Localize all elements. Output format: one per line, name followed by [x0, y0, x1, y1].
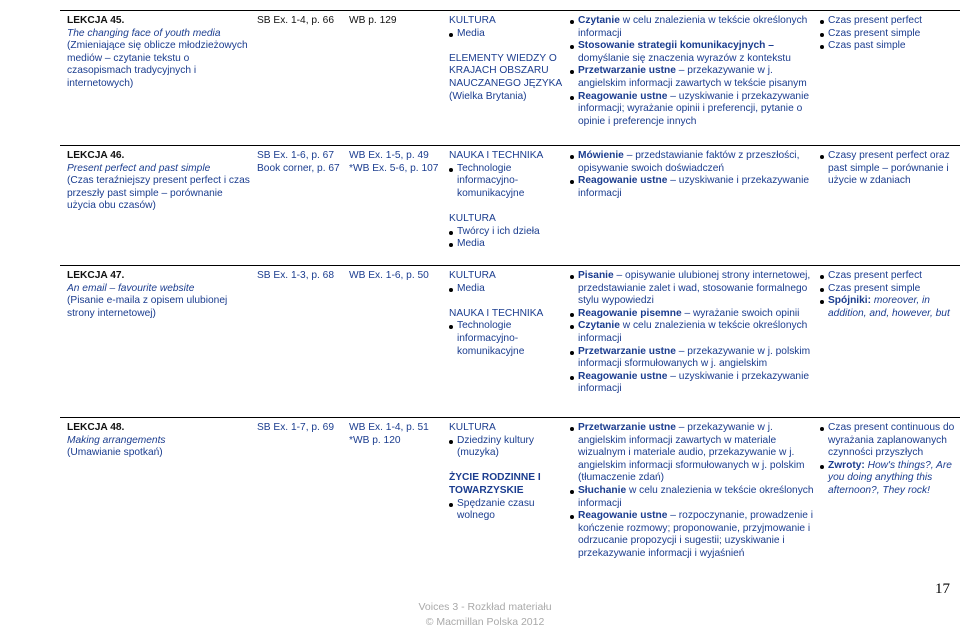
- lesson-topic-pl: (Zmieniające się oblicze młodzieżowych mediów – czytanie tekstu o czasopismach tradycyjnych i internetowych): [67, 40, 248, 89]
- grammar-item: Czas present simple: [820, 28, 960, 41]
- grammar-item: Czas past simple: [820, 40, 960, 53]
- theme-item: Spędzanie czasu wolnego: [449, 498, 567, 523]
- skill-item: Mówienie – przedstawianie faktów z przeszłości, opisywanie swoich doświadczeń: [570, 150, 815, 175]
- lesson-topic-cell: [67, 15, 252, 91]
- lesson-topic-pl: (Pisanie e-maila z opisem ulubionej strony internetowej): [67, 295, 228, 319]
- theme-heading: KRAJACH OBSZARU: [449, 65, 549, 77]
- skill-item: Reagowanie ustne – rozpoczynanie, prowadzenie i kończenie rozmowy; proponowanie, przyjmowanie i odrzucanie propozycji i sugestii; uzyskiwanie i przekazywanie informacji i wyjaśnień: [570, 510, 815, 560]
- skills-cell: [570, 150, 815, 200]
- theme-heading: NAUKA I TECHNIKA: [449, 150, 544, 161]
- sb-reference: [257, 15, 347, 28]
- page-footer: [395, 600, 575, 630]
- footer-copyright: © Macmillan Polska 2012: [425, 616, 545, 628]
- theme-item: Media: [449, 238, 567, 251]
- wb-reference: [349, 150, 444, 175]
- sb-reference: [257, 150, 347, 175]
- lesson-title: LEKCJA 48.: [67, 422, 125, 433]
- skills-cell: [570, 15, 815, 128]
- theme-item: Media: [449, 283, 567, 296]
- skill-item: Słuchanie w celu znalezienia w tekście określonych informacji: [570, 485, 815, 510]
- theme-heading: TOWARZYSKIE: [449, 484, 524, 496]
- themes-cell: [449, 422, 567, 523]
- skill-item: Reagowanie ustne – uzyskiwanie i przekazywanie informacji; wyrażanie opinii i preferencji, pytanie o opinie i preferencje innych: [570, 91, 815, 129]
- theme-list: [449, 320, 567, 358]
- skills-list: [570, 270, 815, 396]
- grammar-cell: [820, 150, 960, 188]
- lesson-row-48: [60, 417, 960, 577]
- skill-item: Reagowanie ustne – uzyskiwanie i przekazywanie informacji: [570, 371, 815, 396]
- theme-heading: KULTURA: [449, 270, 496, 281]
- lesson-topic-cell: [67, 270, 252, 320]
- grammar-cell: [820, 270, 960, 320]
- sb-reference: [257, 270, 347, 283]
- lesson-topic-cell: [67, 422, 252, 460]
- wb-text: WB Ex. 1-6, p. 50: [349, 270, 429, 281]
- theme-heading: (Wielka Brytania): [449, 90, 527, 102]
- grammar-item: Czas present simple: [820, 283, 960, 296]
- skill-item: Reagowanie pisemne – wyrażanie swoich opinii: [570, 308, 815, 321]
- lesson-topic-en: The changing face of youth media: [67, 27, 221, 39]
- theme-heading: NAUCZANEGO JĘZYKA: [449, 77, 563, 89]
- theme-heading: ŻYCIE RODZINNE I: [449, 472, 541, 484]
- grammar-item: Czas present perfect: [820, 15, 960, 28]
- grammar-item: Czas present continuous do wyrażania zaplanowanych czynności przyszłych: [820, 422, 960, 460]
- wb-text: WB p. 129: [349, 15, 397, 26]
- sb-text: SB Ex. 1-4, p. 66: [257, 15, 335, 26]
- theme-heading: ELEMENTY WIEDZY O: [449, 52, 557, 64]
- grammar-item: Czasy present perfect oraz past simple – porównanie i użycie w zdaniach: [820, 150, 960, 188]
- theme-list: [449, 28, 567, 41]
- lesson-row-46: [60, 145, 960, 265]
- theme-list: [449, 163, 567, 201]
- skills-list: [570, 15, 815, 128]
- skill-item: Czytanie w celu znalezienia w tekście określonych informacji: [570, 15, 815, 40]
- theme-heading: KULTURA: [449, 15, 496, 26]
- theme-list: [449, 226, 567, 251]
- skill-item: Przetwarzanie ustne – przekazywanie w j. polskim informacji sformułowanych w j. angielskim: [570, 346, 815, 371]
- grammar-list: [820, 15, 960, 53]
- wb-reference: [349, 15, 444, 28]
- themes-cell: [449, 150, 567, 251]
- sb-text: SB Ex. 1-3, p. 68: [257, 270, 335, 281]
- lesson-topic-en: Present perfect and past simple: [67, 162, 211, 174]
- skills-cell: [570, 270, 815, 396]
- theme-item: Media: [449, 28, 567, 41]
- skills-list: [570, 422, 815, 561]
- themes-cell: [449, 270, 567, 358]
- lesson-topic-pl: (Umawianie spotkań): [67, 447, 163, 459]
- lesson-row-47: [60, 265, 960, 417]
- sb-text: SB Ex. 1-6, p. 67 Book corner, p. 67: [257, 150, 340, 174]
- wb-reference: [349, 422, 444, 447]
- theme-heading: KULTURA: [449, 212, 496, 224]
- skills-cell: [570, 422, 815, 561]
- lesson-topic-en: An email – favourite website: [67, 282, 195, 294]
- lesson-title: LEKCJA 45.: [67, 15, 125, 26]
- lesson-row-45: [60, 10, 960, 145]
- lesson-topic-pl: (Czas teraźniejszy present perfect i czas przeszły past simple – porównanie użycia obu czasów): [67, 175, 250, 212]
- theme-item: Dziedziny kultury (muzyka): [449, 435, 567, 460]
- skill-item: Stosowanie strategii komunikacyjnych – domyślanie się znaczenia wyrazów z kontekstu: [570, 40, 815, 65]
- theme-heading: KULTURA: [449, 422, 496, 433]
- grammar-item: Czas present perfect: [820, 270, 960, 283]
- theme-heading: NAUKA I TECHNIKA: [449, 307, 544, 319]
- footer-title: Voices 3 - Rozkład materiału: [418, 601, 552, 613]
- theme-item: Technologie informacyjno-komunikacyjne: [449, 163, 567, 201]
- themes-cell: [449, 15, 567, 103]
- theme-list: [449, 498, 567, 523]
- theme-item: Twórcy i ich dzieła: [449, 226, 567, 239]
- skill-item: Przetwarzanie ustne – przekazywanie w j. angielskim informacji zawartych w tekście pisanym: [570, 65, 815, 90]
- lesson-title: LEKCJA 47.: [67, 270, 125, 281]
- lesson-topic-cell: [67, 150, 252, 213]
- grammar-list: [820, 270, 960, 320]
- grammar-item: Zwroty: How's things?, Are you doing anything this afternoon?, They rock!: [820, 460, 960, 498]
- grammar-list: [820, 150, 960, 188]
- wb-text: WB Ex. 1-5, p. 49 *WB Ex. 5-6, p. 107: [349, 150, 439, 174]
- lesson-topic-en: Making arrangements: [67, 434, 166, 446]
- theme-item: Technologie informacyjno-komunikacyjne: [449, 320, 567, 358]
- sb-reference: [257, 422, 347, 435]
- wb-reference: [349, 270, 444, 283]
- theme-list: [449, 435, 567, 460]
- skill-item: Reagowanie ustne – uzyskiwanie i przekazywanie informacji: [570, 175, 815, 200]
- sb-text: SB Ex. 1-7, p. 69: [257, 422, 335, 433]
- skills-list: [570, 150, 815, 200]
- grammar-cell: [820, 422, 960, 498]
- theme-list: [449, 283, 567, 296]
- wb-text: WB Ex. 1-4, p. 51 *WB p. 120: [349, 422, 429, 446]
- skill-item: Przetwarzanie ustne – przekazywanie w j. angielskim informacji zawartych w materiale wizualnym i materiale audio, przekazywanie w j. angielskim informacji sformułowanych w j. polskim (tłumaczenie zdań): [570, 422, 815, 485]
- grammar-list: [820, 422, 960, 498]
- grammar-item: Spójniki: moreover, in addition, and, however, but: [820, 295, 960, 320]
- skill-item: Pisanie – opisywanie ulubionej strony internetowej, przedstawianie zalet i wad, stosowanie formalnego stylu wypowiedzi: [570, 270, 815, 308]
- page-number: 17: [935, 581, 950, 597]
- lesson-title: LEKCJA 46.: [67, 150, 125, 161]
- grammar-cell: [820, 15, 960, 53]
- skill-item: Czytanie w celu znalezienia w tekście określonych informacji: [570, 320, 815, 345]
